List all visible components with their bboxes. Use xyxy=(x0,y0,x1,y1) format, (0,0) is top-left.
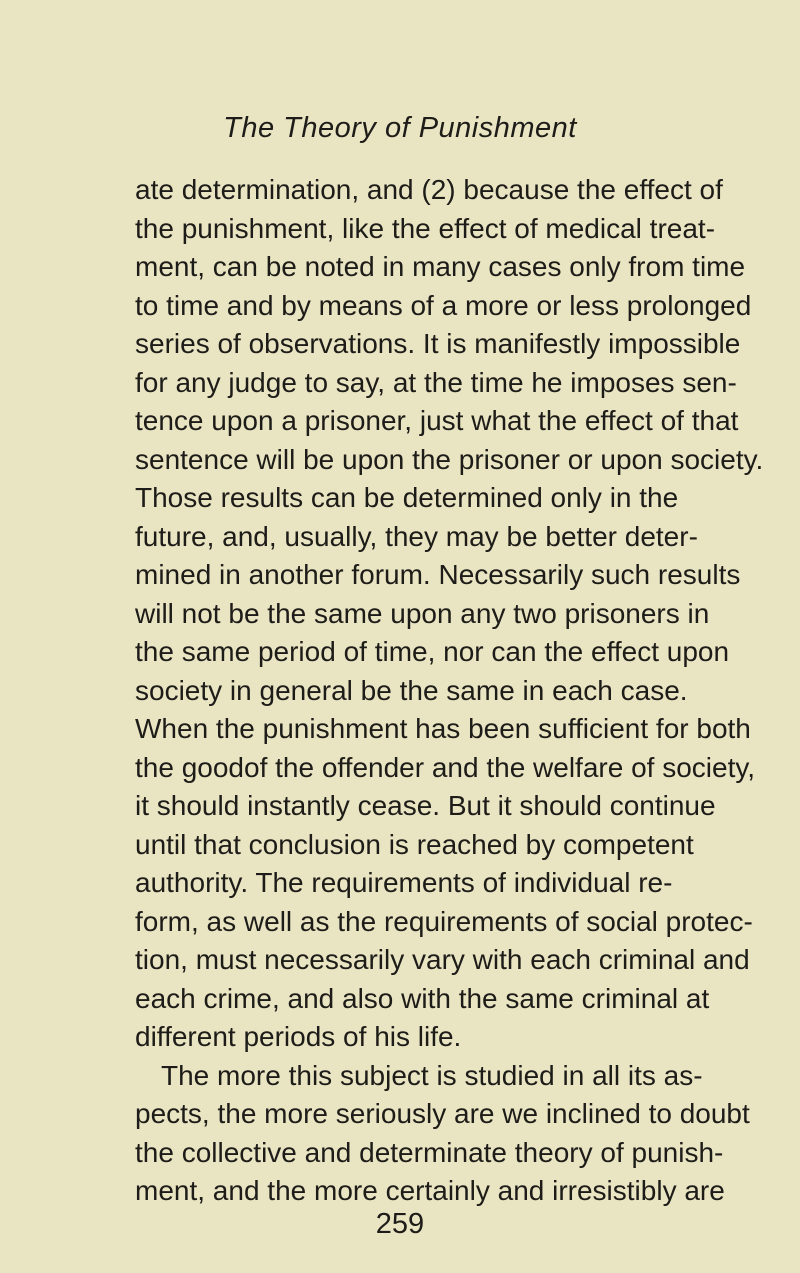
page-number: 259 xyxy=(375,1208,425,1240)
text-line: authority. The requirements of individual re- xyxy=(135,867,673,898)
text-line: will not be the same upon any two prisoners in xyxy=(135,597,710,629)
text-line: The more this subject is studied in all its as- xyxy=(161,1059,703,1091)
text-line: to time and by means of a more or less prolonged xyxy=(135,289,752,321)
text-line: each crime, and also with the same criminal at xyxy=(135,982,710,1014)
text-line: the goodof the offender and the welfare of society, xyxy=(135,751,756,783)
text-line: series of observations. It is manifestly impossible xyxy=(135,328,741,359)
text-line: mined in another forum. Necessarily such results xyxy=(135,559,741,590)
text-line: When the punishment has been sufficient for both xyxy=(135,713,751,744)
text-line: until that conclusion is reached by competent xyxy=(135,828,694,860)
text-line: form, as well as the requirements of social protec- xyxy=(135,905,753,937)
text-line: sentence will be upon the prisoner or upon society. xyxy=(135,443,764,475)
text-line: Those results can be determined only in the xyxy=(135,482,679,513)
text-line: the same period of time, nor can the effect upon xyxy=(135,636,730,667)
text-line: tence upon a prisoner, just what the effect of that xyxy=(135,405,739,436)
text-line: society in general be the same in each case. xyxy=(135,674,688,706)
text-line: pects, the more seriously are we inclined to doubt xyxy=(135,1098,750,1129)
text-line: ate determination, and (2) because the effect of xyxy=(135,174,723,205)
text-line: the collective and determinate theory of punish- xyxy=(135,1136,724,1168)
text-line: ment, can be noted in many cases only from time xyxy=(135,251,746,282)
running-head-title: The Theory of Punishment xyxy=(223,112,577,144)
text-line: future, and, usually, they may be better deter- xyxy=(135,520,698,552)
text-line: tion, must necessarily vary with each criminal and xyxy=(135,944,750,975)
text-line: for any judge to say, at the time he imposes sen- xyxy=(135,366,737,398)
text-line: it should instantly cease. But it should continue xyxy=(135,790,716,821)
text-line: ment, and the more certainly and irresistibly are xyxy=(135,1175,725,1206)
text-line: different periods of his life. xyxy=(135,1021,462,1052)
text-line: the punishment, like the effect of medical treat- xyxy=(135,212,716,244)
